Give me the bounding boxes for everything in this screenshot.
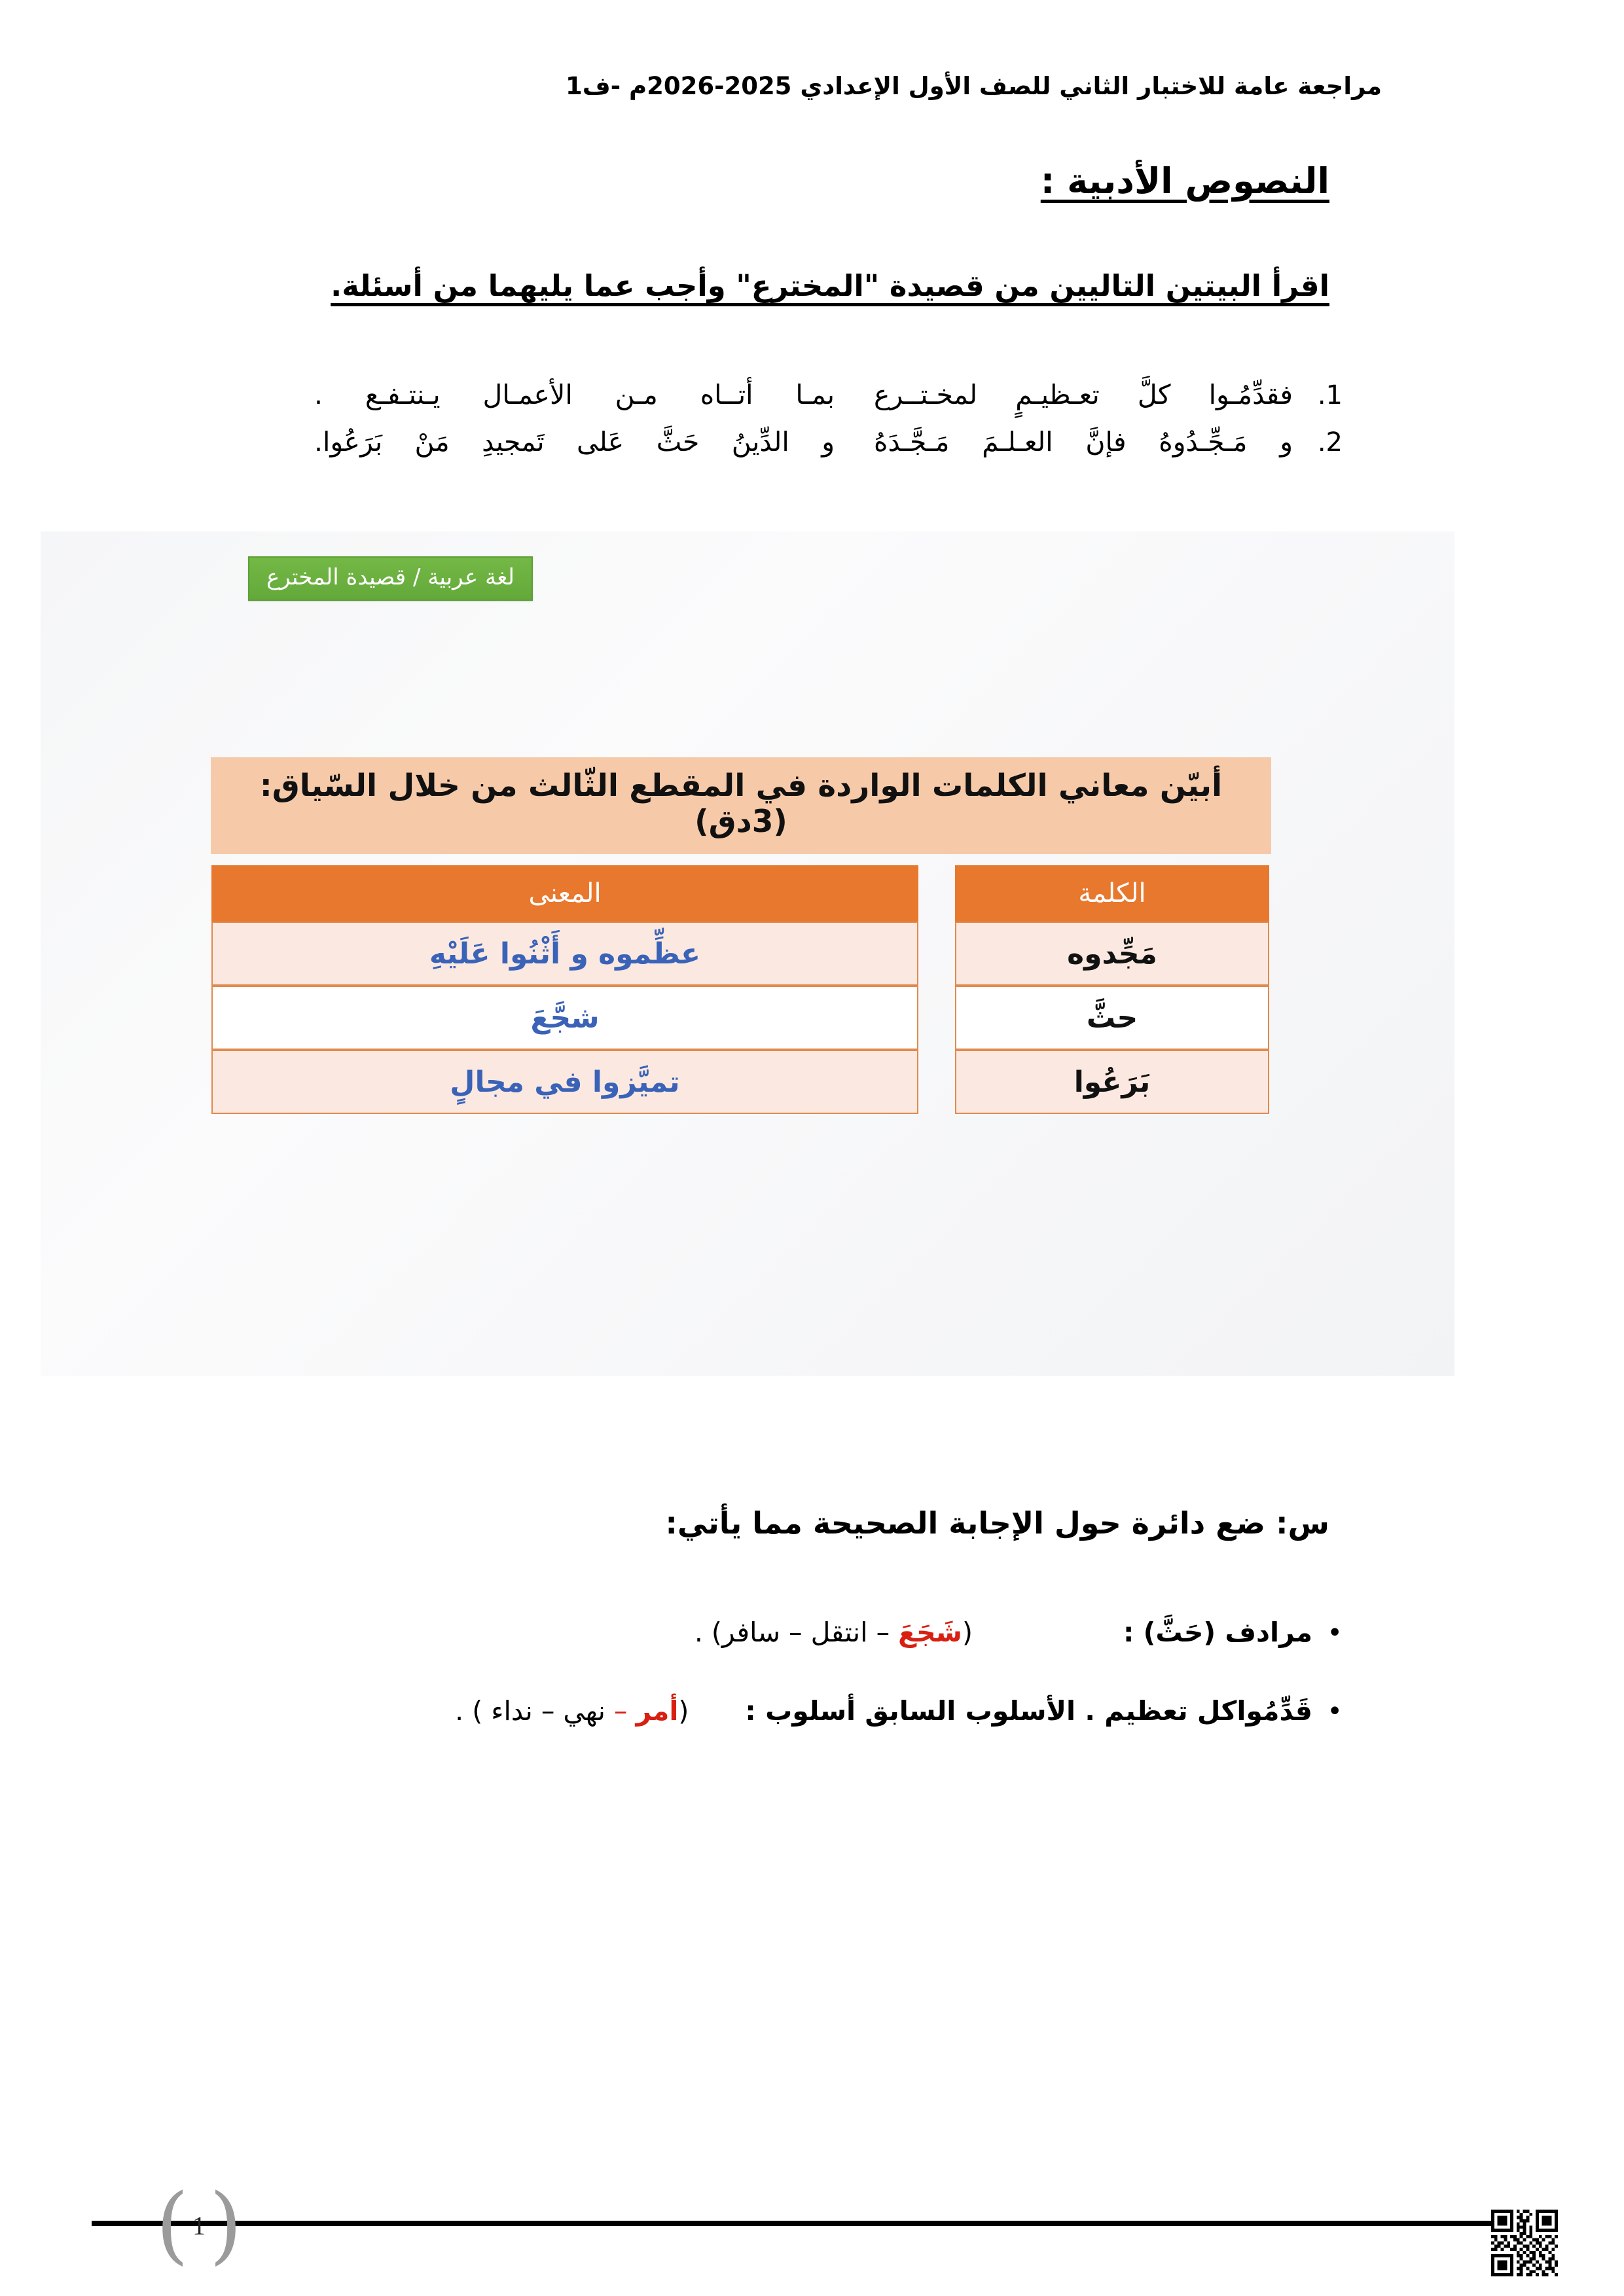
option-separator: –: [780, 1617, 811, 1648]
verse-row: [314, 374, 1343, 416]
page-number: 1: [192, 2210, 206, 2240]
open-paren: (: [962, 1617, 973, 1648]
brace-left-icon: (: [209, 2176, 242, 2274]
verse-row: [314, 422, 1343, 463]
close-paren: ) .: [455, 1695, 492, 1727]
verse-hemistich-second: بمـا أتــاه مـن الأعمـال يـنتـفـع .: [314, 379, 835, 410]
qr-code-icon: [1491, 2210, 1558, 2276]
table-row: عظِّموه و أَثْنُوا عَلَيْهِ: [211, 922, 918, 986]
running-header: مراجعة عامة للاختبار الثاني للصف الأول الإعدادي 2025-2026م -ف1: [566, 72, 1382, 100]
mcq-option[interactable]: انتقل: [810, 1617, 868, 1648]
mcq-option-correct[interactable]: أمر: [636, 1695, 679, 1727]
mcq-question-text: مرادف (حَثَّ) :: [1123, 1617, 1312, 1648]
reading-instruction: اقرأ البيتين التاليين من قصيدة "المخترع" وأجب عما يليهما من أسئلة.: [331, 268, 1329, 303]
poem-verses: [314, 374, 1343, 468]
mcq-option[interactable]: سافر: [721, 1617, 780, 1648]
table-column-meaning: [211, 865, 918, 1114]
table-row: حثَّ: [955, 986, 1269, 1050]
embedded-slide-image: [41, 531, 1454, 1376]
option-separator: –: [605, 1695, 636, 1727]
column-header-word: الكلمة: [955, 865, 1269, 922]
column-header-meaning: المعنى: [211, 865, 918, 922]
slide-question-bar: أبيّن معاني الكلمات الواردة في المقطع الثّالث من خلال السّياق: (3دق): [211, 757, 1271, 854]
page-number-badge: [156, 2176, 242, 2274]
option-separator: –: [867, 1617, 899, 1648]
subject-badge: لغة عربية / قصيدة المخترع: [248, 556, 533, 601]
table-row: بَرَعُوا: [955, 1050, 1269, 1114]
mcq-list: [281, 1617, 1343, 1774]
mcq-option[interactable]: نهي: [563, 1695, 605, 1727]
mcq-options: [281, 1617, 973, 1648]
verse-hemistich-first: و مَـجِّـدُوهُ فإنَّ العـلـمَ مَـجَّـدَهُ: [874, 425, 1293, 457]
verse-number: 2.: [1317, 427, 1343, 457]
table-column-word: [955, 865, 1269, 1114]
mcq-question-text: قَدِّمُواكل تعظيم . الأسلوب السابق أسلوب :: [745, 1695, 1312, 1727]
page-title: النصوص الأدبية :: [1040, 160, 1329, 202]
open-paren: (: [678, 1695, 689, 1727]
verse-hemistich-second: و الدِّينُ حَثَّ عَلى تَمجيدِ مَنْ بَرَعُوا.: [314, 425, 835, 457]
list-item: [281, 1617, 1343, 1648]
option-separator: –: [532, 1695, 564, 1727]
mcq-option[interactable]: نداء: [491, 1695, 533, 1727]
bullet-icon: [1312, 1698, 1343, 1725]
mcq-stem: س: ضع دائرة حول الإجابة الصحيحة مما يأتي:: [665, 1505, 1329, 1541]
vocabulary-table: [209, 865, 1269, 1114]
verse-number: 1.: [1317, 380, 1343, 410]
close-paren: ) .: [694, 1617, 722, 1648]
mcq-option-correct[interactable]: شَجَعَ: [898, 1617, 963, 1648]
mcq-options: [281, 1695, 719, 1727]
verse-hemistich-first: فقدِّمُـوا كلَّ تعـظيـمٍ لمخـتــرع: [874, 379, 1293, 410]
brace-right-icon: ): [156, 2176, 189, 2274]
bullet-icon: [1312, 1620, 1343, 1646]
table-row: شجَّعَ: [211, 986, 918, 1050]
list-item: [281, 1695, 1343, 1727]
footer-divider: [92, 2221, 1512, 2226]
table-row: تميَّزوا في مجالٍ: [211, 1050, 918, 1114]
table-row: مَجِّدوه: [955, 922, 1269, 986]
